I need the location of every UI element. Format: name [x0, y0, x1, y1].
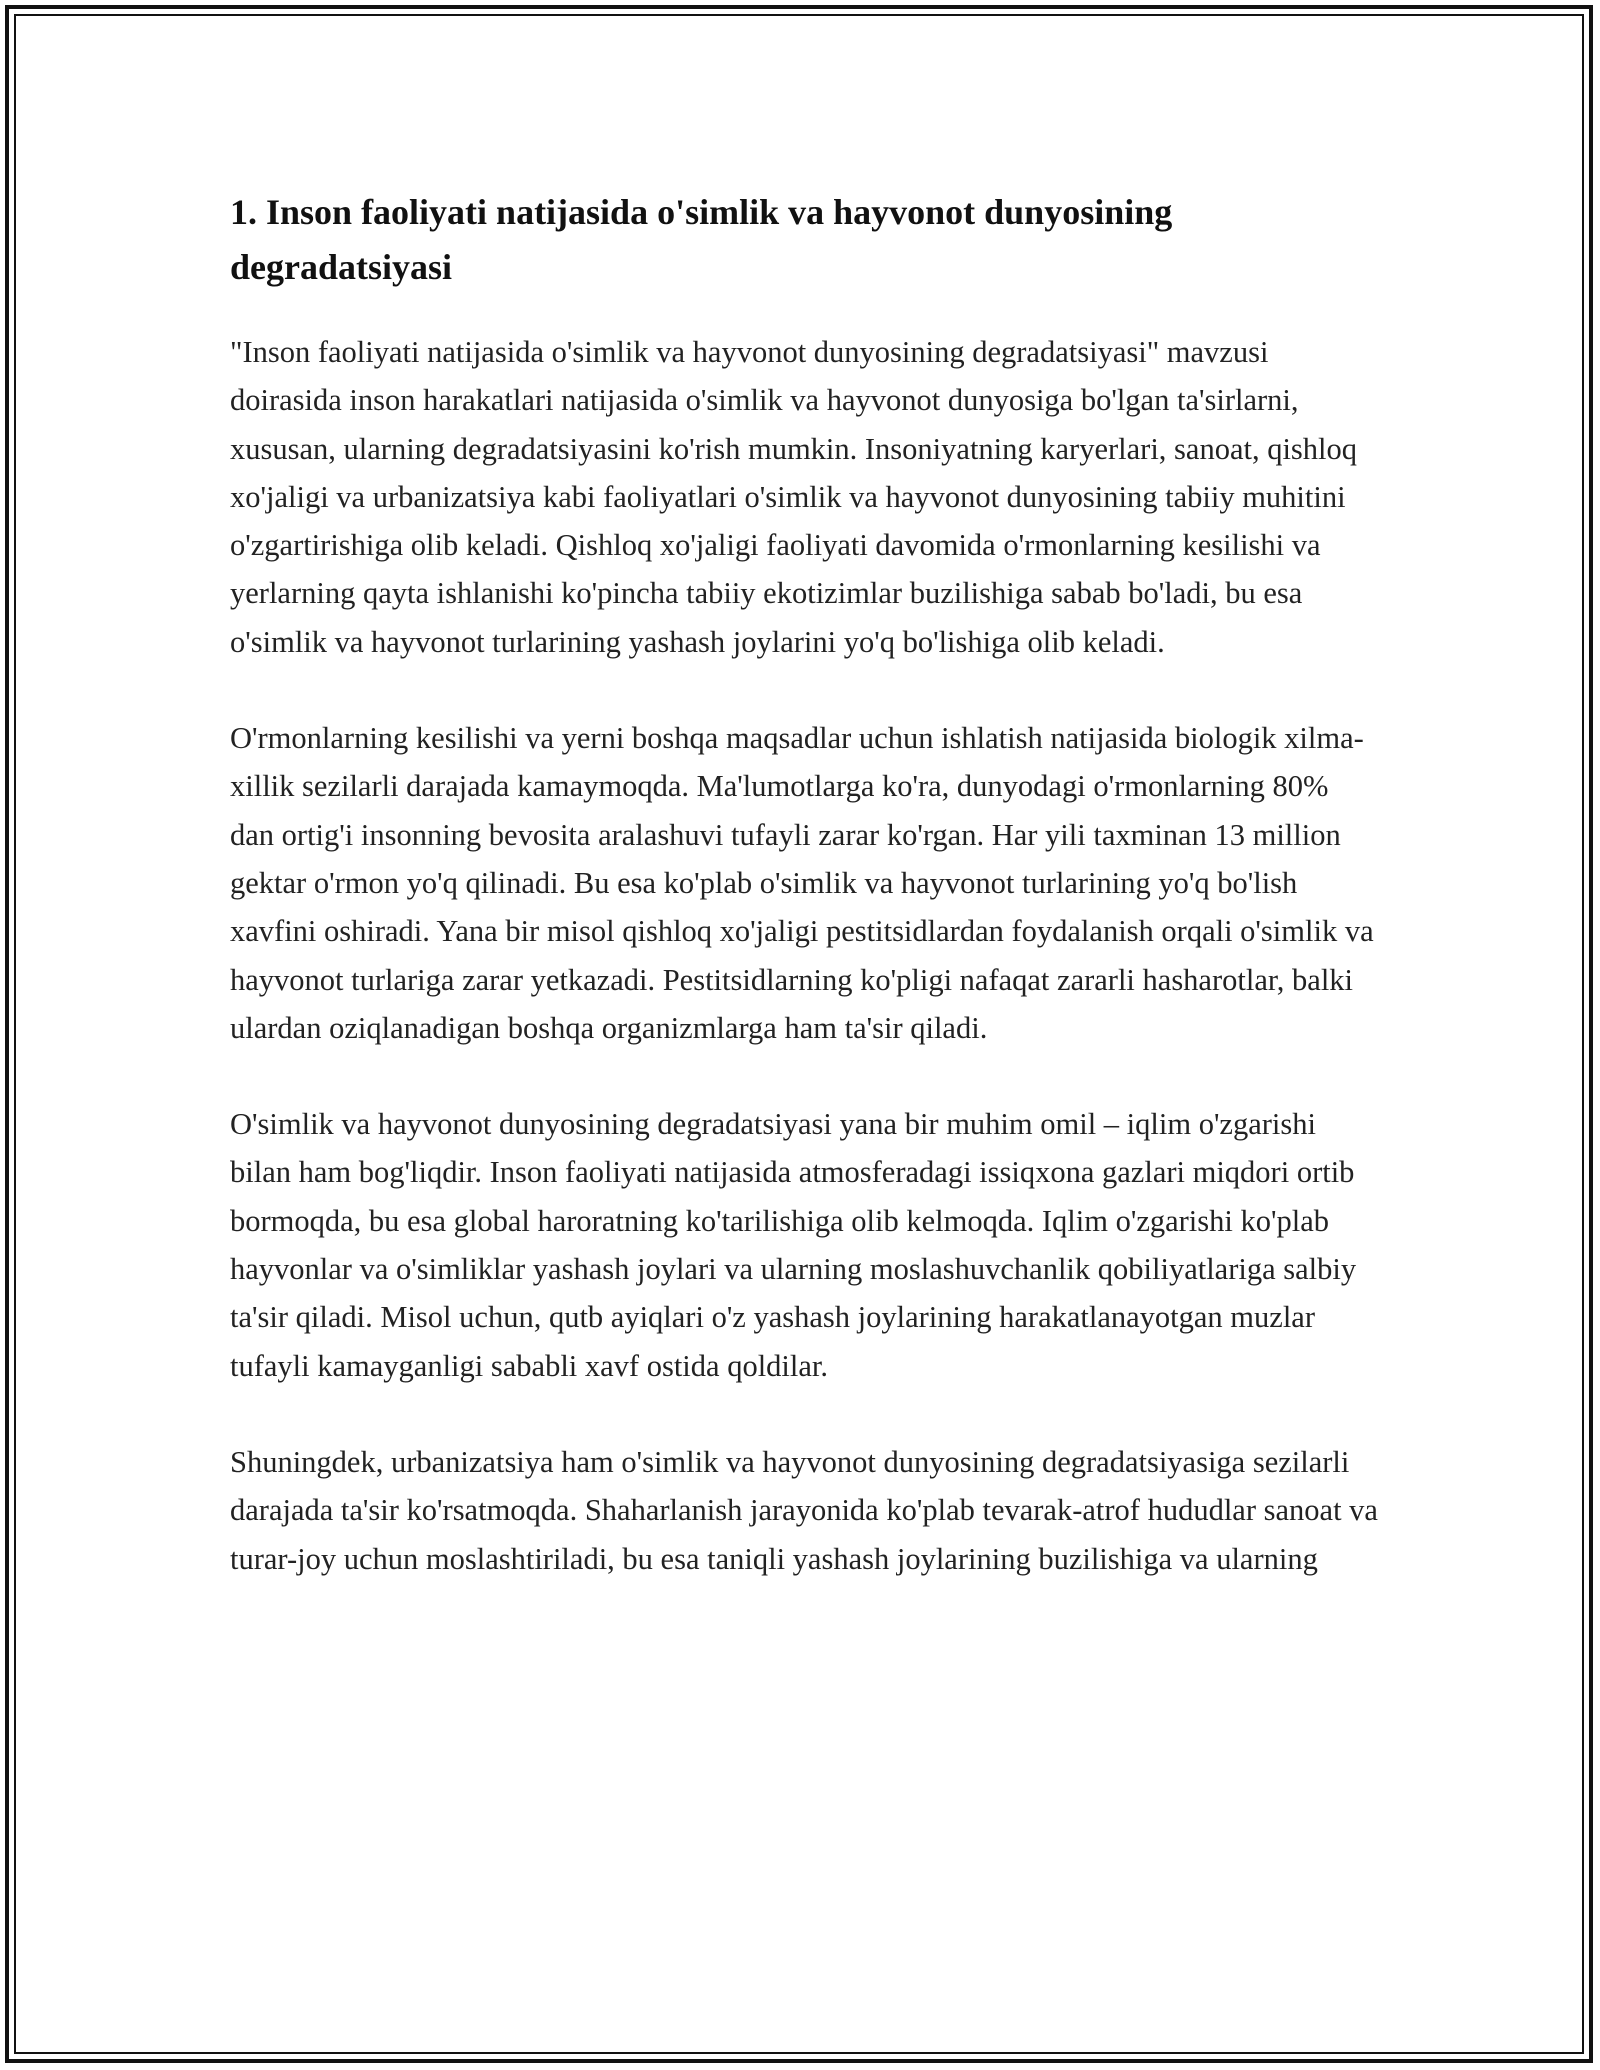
section-heading: 1. Inson faoliyati natijasida o'simlik va hayvonot dunyosining degradatsiyasi	[230, 192, 1173, 287]
document-body	[230, 185, 1380, 1631]
paragraph-1: "Inson faoliyati natijasida o'simlik va hayvonot dunyosining degradatsiyasi" mavzusi doirasida inson harakatlari natijasida o'simlik va hayvonot dunyosiga bo'lgan ta'sirlarni, xususan, ularning degradatsiyasini ko'rish mumkin. Insoniyatning karyerlari, sanoat, qishloq xo'jaligi va urbanizatsiya kabi faoliyatlari o'simlik va hayvonot dunyosining tabiiy muhitini o'zgartirishiga olib keladi. Qishloq xo'jaligi faoliyati davomida o'rmonlarning kesilishi va yerlarning qayta ishlanishi ko'pincha tabiiy ekotizimlar buzilishiga sabab bo'ladi, bu esa o'simlik va hayvonot turlarining yashash joylarini yo'q bo'lishiga olib keladi.	[230, 335, 1358, 659]
paragraph-4: Shuningdek, urbanizatsiya ham o'simlik va hayvonot dunyosining degradatsiyasiga sezilarli darajada ta'sir ko'rsatmoqda. Shaharlanish jarayonida ko'plab tevarak-atrof hududlar sanoat va turar-joy uchun moslashtiriladi, bu esa taniqli yashash joylarining buzilishiga va ularning	[230, 1444, 1378, 1576]
paragraph-2: O'rmonlarning kesilishi va yerni boshqa maqsadlar uchun ishlatish natijasida biologik xilma-xillik sezilarli darajada kamaymoqda. Ma'lumotlarga ko'ra, dunyodagi o'rmonlarning 80% dan ortig'i insonning bevosita aralashuvi tufayli zarar ko'rgan. Har yili taxminan 13 million gektar o'rmon yo'q qilinadi. Bu esa ko'plab o'simlik va hayvonot turlarining yo'q bo'lish xavfini oshiradi. Yana bir misol qishloq xo'jaligi pestitsidlardan foydalanish orqali o'simlik va hayvonot turlariga zarar yetkazadi. Pestitsidlarning ko'pligi nafaqat zararli hasharotlar, balki ulardan oziqlanadigan boshqa organizmlarga ham ta'sir qiladi.	[230, 721, 1374, 1045]
paragraph-3: O'simlik va hayvonot dunyosining degradatsiyasi yana bir muhim omil – iqlim o'zgarishi bilan ham bog'liqdir. Inson faoliyati natijasida atmosferadagi issiqxona gazlari miqdori ortib bormoqda, bu esa global haroratning ko'tarilishiga olib kelmoqda. Iqlim o'zgarishi ko'plab hayvonlar va o'simliklar yashash joylari va ularning moslashuvchanlik qobiliyatlariga salbiy ta'sir qiladi. Misol uchun, qutb ayiqlari o'z yashash joylarining harakatlanayotgan muzlar tufayli kamayganligi sababli xavf ostida qoldilar.	[230, 1107, 1357, 1383]
